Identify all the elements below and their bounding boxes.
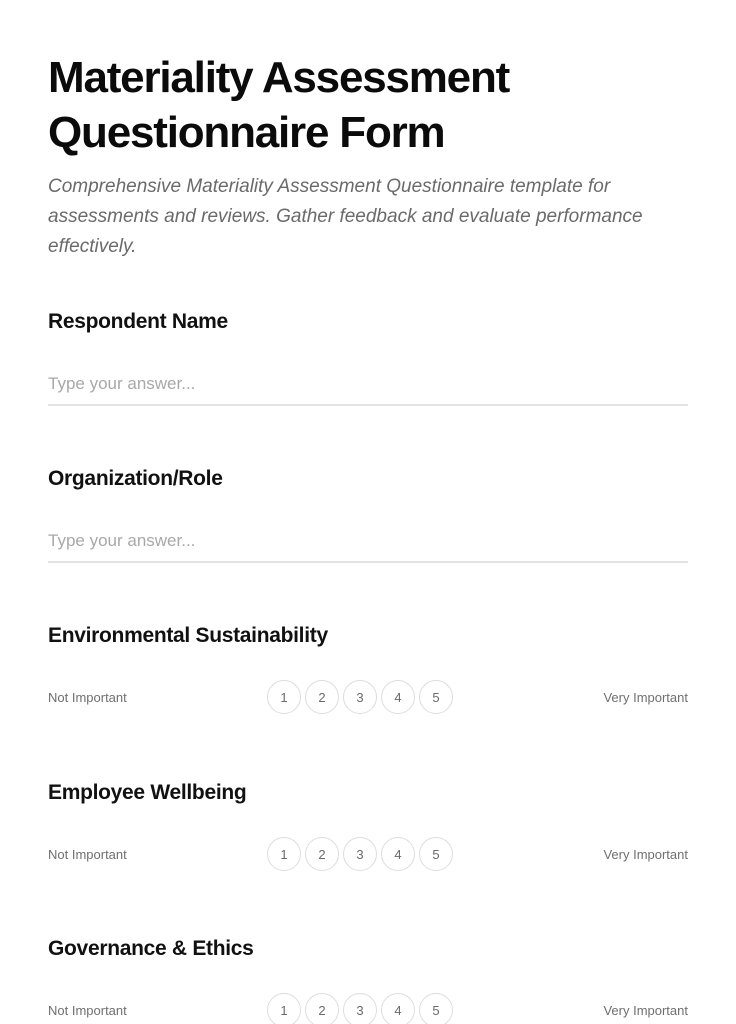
rating-option-1[interactable]: 1: [267, 993, 301, 1024]
rating-scale: [48, 992, 688, 1024]
question-label: Employee Wellbeing: [48, 781, 247, 804]
rating-option-4[interactable]: 4: [381, 837, 415, 871]
rating-option-1[interactable]: 1: [267, 680, 301, 714]
scale-max-label: Very Important: [603, 1003, 688, 1018]
rating-scale: [48, 836, 688, 874]
rating-options: [267, 679, 453, 717]
rating-option-5[interactable]: 5: [419, 993, 453, 1024]
form-title-line-1: Materiality Assessment: [48, 50, 509, 105]
form-title: [48, 0, 688, 160]
scale-min-label: Not Important: [48, 1003, 127, 1018]
form-title-line-2: Questionnaire Form: [48, 105, 444, 160]
question-label: Respondent Name: [48, 310, 228, 333]
scale-min-label: Not Important: [48, 847, 127, 862]
question-label: Environmental Sustainability: [48, 624, 328, 647]
rating-option-2[interactable]: 2: [305, 680, 339, 714]
respondent-name-input[interactable]: [48, 364, 688, 406]
scale-max-label: Very Important: [603, 690, 688, 705]
scale-max-label: Very Important: [603, 847, 688, 862]
rating-option-3[interactable]: 3: [343, 993, 377, 1024]
rating-option-3[interactable]: 3: [343, 837, 377, 871]
rating-option-4[interactable]: 4: [381, 680, 415, 714]
rating-option-3[interactable]: 3: [343, 680, 377, 714]
organization-role-input[interactable]: [48, 521, 688, 563]
question-organization-role: [48, 466, 688, 492]
rating-options: [267, 992, 453, 1024]
rating-option-1[interactable]: 1: [267, 837, 301, 871]
scale-min-label: Not Important: [48, 690, 127, 705]
question-label: Governance & Ethics: [48, 937, 254, 960]
question-governance-ethics: [48, 936, 688, 1018]
question-label: Organization/Role: [48, 467, 223, 490]
question-employee-wellbeing: [48, 780, 688, 862]
rating-options: [267, 836, 453, 874]
question-environmental-sustainability: [48, 623, 688, 705]
rating-option-5[interactable]: 5: [419, 680, 453, 714]
rating-scale: [48, 679, 688, 717]
form-description: Comprehensive Materiality Assessment Questionnaire template for assessments and reviews. Gather feedback and evaluate performance effectively.: [48, 176, 643, 257]
rating-option-2[interactable]: 2: [305, 993, 339, 1024]
rating-option-5[interactable]: 5: [419, 837, 453, 871]
rating-option-4[interactable]: 4: [381, 993, 415, 1024]
question-respondent-name: [48, 309, 688, 335]
rating-option-2[interactable]: 2: [305, 837, 339, 871]
